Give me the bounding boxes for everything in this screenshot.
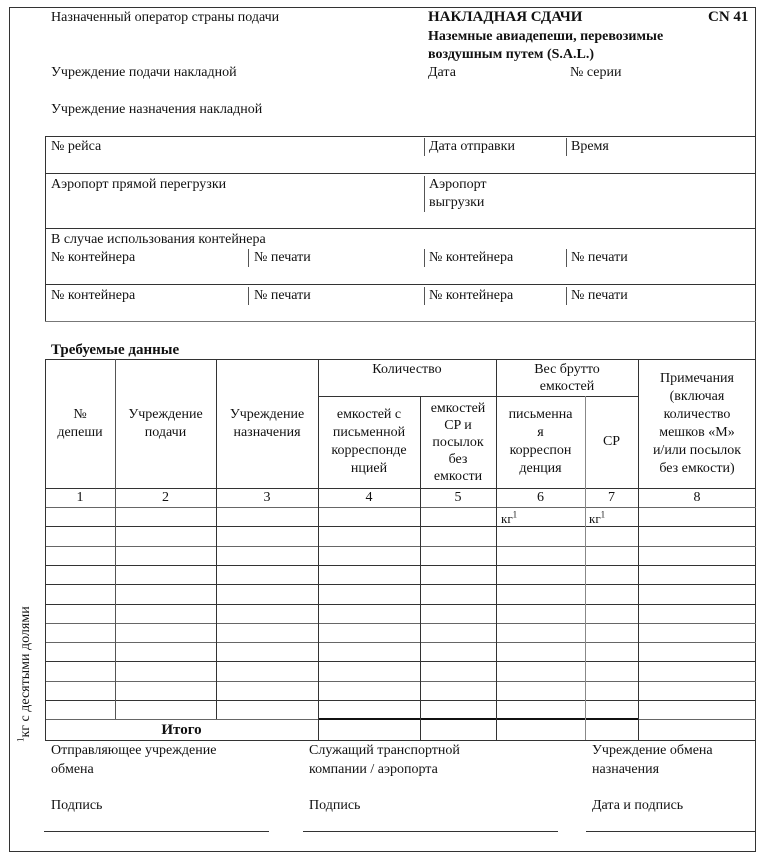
row-divider xyxy=(45,700,756,701)
col-divider xyxy=(115,359,116,719)
col-header-cp-receptacles: емкостей CP и посылок без емкости xyxy=(430,400,486,484)
col-number: 1 xyxy=(76,489,84,505)
seal-no-label: № печати xyxy=(571,250,628,265)
form-title: НАКЛАДНАЯ СДАЧИ xyxy=(428,9,583,25)
col-divider xyxy=(496,359,497,740)
sender-signature-line[interactable] xyxy=(44,831,269,832)
col-header-dispatch-no: № депеши xyxy=(57,406,103,440)
col-divider xyxy=(420,396,421,740)
col-header-letter-receptacles: емкостей с письменной корреспонде нцией xyxy=(331,407,407,476)
origin-office-label: Учреждение подачи накладной xyxy=(51,65,237,80)
divider xyxy=(248,249,249,267)
seal-no-label: № печати xyxy=(254,250,311,265)
container-no-label: № контейнера xyxy=(51,250,136,265)
row-divider xyxy=(45,661,756,662)
seal-no-label: № печати xyxy=(254,288,311,303)
row-divider xyxy=(638,719,756,720)
col-header-origin-office: Учреждение подачи xyxy=(128,406,203,440)
col-header-remarks: Примечания (включая количество мешков «М» и/или посылок без емкости) xyxy=(652,370,742,476)
total-divider xyxy=(318,718,638,720)
sender-office-title-2: обмена xyxy=(51,762,94,777)
row-divider xyxy=(45,584,756,585)
col-number: 6 xyxy=(537,489,544,505)
destination-date-signature-label: Дата и подпись xyxy=(592,798,684,813)
divider xyxy=(45,173,756,174)
total-label: Итого xyxy=(161,722,202,738)
carrier-signature-line[interactable] xyxy=(303,831,558,832)
divider xyxy=(45,284,756,285)
row-divider xyxy=(45,526,756,527)
destination-office-label: Учреждение назначения накладной xyxy=(51,102,263,117)
departure-date-label: Дата отправки xyxy=(429,139,515,154)
container-no-label: № контейнера xyxy=(429,288,514,303)
col-number: 5 xyxy=(454,489,462,505)
unloading-airport-label-1: Аэропорт xyxy=(429,177,487,192)
group-header-gross-weight: Вес брутто емкостей xyxy=(534,361,600,394)
divider xyxy=(45,136,46,322)
transshipment-airport-label: Аэропорт прямой перегрузки xyxy=(51,177,227,192)
required-data-title: Требуемые данные xyxy=(51,342,180,358)
container-no-label: № контейнера xyxy=(429,250,514,265)
unit-kg-cp: $кг^1$ xyxy=(589,509,606,526)
unit-kg-letter: $кг^1$ xyxy=(501,509,518,526)
col-divider xyxy=(216,359,217,719)
form-code: CN 41 xyxy=(708,9,749,25)
destination-exchange-title-2: назначения xyxy=(592,762,660,777)
col-header-cp-weight: CP xyxy=(602,434,621,449)
row-divider xyxy=(45,604,756,605)
col-number: 7 xyxy=(608,489,615,505)
divider xyxy=(424,249,425,267)
form-subtitle-2: воздушным путем (S.A.L.) xyxy=(428,47,595,62)
container-heading: В случае использования контейнера xyxy=(51,232,266,247)
divider xyxy=(424,287,425,305)
destination-signature-line[interactable] xyxy=(586,831,756,832)
col-number: 3 xyxy=(263,489,271,505)
row-divider xyxy=(45,681,756,682)
divider xyxy=(248,287,249,305)
row-divider xyxy=(45,546,756,547)
col-divider xyxy=(45,359,46,740)
serial-number-label: № серии xyxy=(570,65,622,80)
divider xyxy=(45,228,756,229)
row-divider xyxy=(45,565,756,566)
divider xyxy=(424,176,425,212)
row-divider xyxy=(45,623,756,624)
divider xyxy=(424,138,425,156)
col-divider xyxy=(638,359,639,740)
carrier-signature-label: Подпись xyxy=(309,798,361,813)
col-divider xyxy=(318,359,319,740)
weight-footnote: $^1$кг с десятыми долями xyxy=(15,606,33,742)
divider xyxy=(566,138,567,156)
col-number: 8 xyxy=(693,489,701,505)
time-label: Время xyxy=(571,139,609,154)
seal-no-label: № печати xyxy=(571,288,628,303)
col-number: 2 xyxy=(162,489,169,505)
container-no-label: № контейнера xyxy=(51,288,136,303)
col-header-letter-weight: письменна я корреспон денция xyxy=(508,407,573,476)
sender-signature-label: Подпись xyxy=(51,798,103,813)
divider xyxy=(566,249,567,267)
designated-operator-label: Назначенный оператор страны подачи xyxy=(51,10,280,25)
divider xyxy=(45,321,756,322)
col-divider xyxy=(585,396,586,740)
carrier-title-1: Служащий транспортной xyxy=(309,743,460,758)
group-header-quantity: Количество xyxy=(372,362,442,377)
divider xyxy=(566,287,567,305)
sender-office-title-1: Отправляющее учреждение xyxy=(51,743,217,758)
unloading-airport-label-2: выгрузки xyxy=(429,195,485,210)
destination-exchange-title-1: Учреждение обмена xyxy=(592,743,713,758)
col-number: 4 xyxy=(365,489,373,505)
form-subtitle-1: Наземные авиадепеши, перевозимые xyxy=(428,29,664,44)
flight-number-label: № рейса xyxy=(51,139,102,154)
row-divider xyxy=(45,642,756,643)
col-header-destination-office: Учреждение назначения xyxy=(229,406,305,440)
carrier-title-2: компании / аэропорта xyxy=(309,762,438,777)
table-border-bottom xyxy=(45,740,756,741)
date-label: Дата xyxy=(428,65,456,80)
divider xyxy=(45,136,756,137)
row-divider xyxy=(45,507,756,508)
